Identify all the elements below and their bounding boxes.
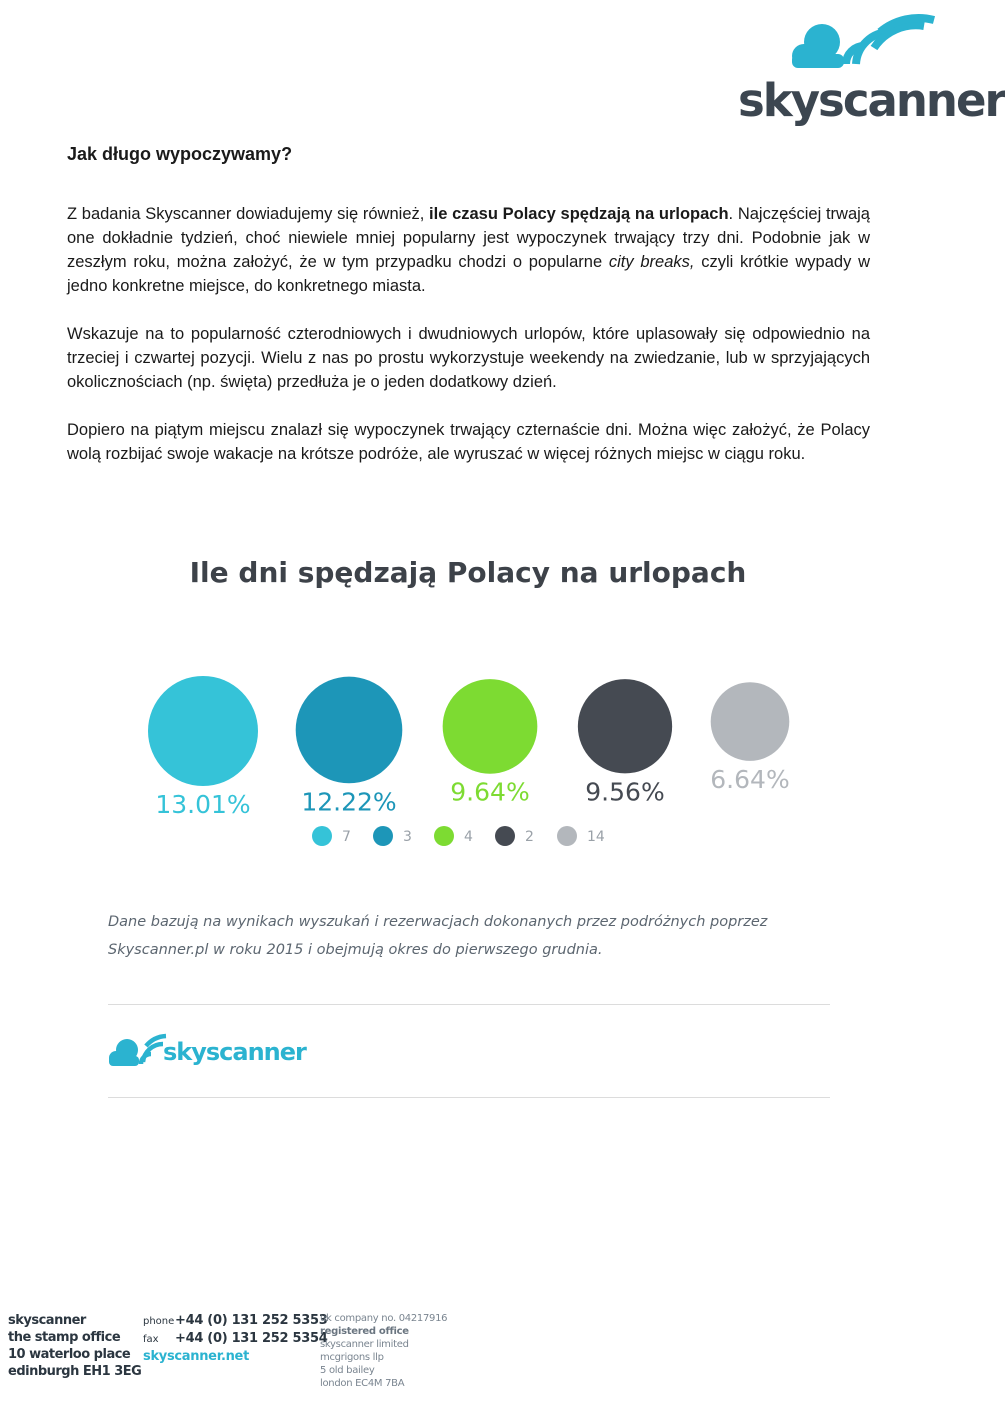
cloud-sunrise-icon [108, 1026, 168, 1070]
article-title: Jak długo wypoczywamy? [67, 144, 293, 164]
legend-swatch [434, 826, 454, 846]
footer-registered [320, 1312, 447, 1390]
chart-title: Ile dni spędzają Polacy na urlopach [189, 556, 747, 589]
p1-text-c: . Najczęściej trwają one dokładnie tydzień, choć niewiele mniej popularny jest wypoczynek trwający trzy dni. Podobnie jak w zeszłym roku, można założyć, że w tym przypadku chodzi o popularne [67, 205, 870, 271]
legend-swatch [312, 826, 332, 846]
skyscanner-logo-small [108, 1026, 308, 1070]
fax-number: +44 (0) 131 252 5354 [175, 1331, 328, 1346]
legend-swatch [373, 826, 393, 846]
website-link[interactable]: skyscanner.net [143, 1349, 249, 1364]
divider [108, 1097, 830, 1098]
p1-text-a: Z badania Skyscanner dowiadujemy się również, [67, 205, 430, 223]
registered-office-label: registered office [320, 1326, 409, 1337]
paragraph-2: Wskazuje na to popularność czterodniowych i dwudniowych urlopów, które uplasowały się odpowiednio na trzeciej i czwartej pozycji. Wielu z nas po prostu wykorzystuje weekendy na zwiedzanie, lub w sprzyjających okolicznościach (np. święta) przedłuża je o jeden dodatkowy dzień. [67, 325, 870, 391]
legend-swatch [495, 826, 515, 846]
legend-label: 7 [342, 829, 351, 845]
logo-wordmark-small: skyscanner [163, 1038, 306, 1066]
divider [108, 1004, 830, 1005]
bubble-7-days [148, 676, 258, 786]
bubble-chart [0, 600, 960, 860]
skyscanner-logo [738, 6, 1005, 127]
cloud-sunrise-icon [784, 6, 944, 76]
bubble-4-days [443, 679, 538, 774]
phone-number: +44 (0) 131 252 5353 [175, 1313, 328, 1328]
legend-label: 4 [464, 829, 473, 845]
fax-label: fax [143, 1334, 159, 1345]
address-line: 10 waterloo place [8, 1347, 131, 1362]
address-line: skyscanner [8, 1313, 86, 1328]
bubble-2-days [578, 679, 672, 773]
bubble-value-label: 12.22% [301, 787, 397, 817]
p1-bold: ile czasu Polacy spędzają na urlopach [429, 205, 729, 223]
bubble-3-days [296, 677, 403, 784]
p1-text-e: czyli krótkie wypady w jedno konkretne miejsce, do konkretnego miasta. [67, 253, 870, 295]
legend-label: 3 [403, 829, 412, 845]
logo-wordmark: skyscanner [738, 74, 1005, 127]
bubble-value-label: 9.64% [450, 777, 530, 807]
legend-swatch [557, 826, 577, 846]
phone-label: phone [143, 1316, 175, 1327]
p1-italic: city breaks, [608, 253, 695, 271]
bubble-value-label: 6.64% [710, 764, 790, 794]
address-line: the stamp office [8, 1330, 121, 1345]
article [67, 142, 870, 490]
registered-line: 5 old bailey [320, 1365, 375, 1376]
paragraph-1 [67, 202, 870, 298]
data-source-note: Dane bazują na wynikach wyszukań i rezerwacjach dokonanych przez podróżnych poprzez Skyscanner.pl w roku 2015 i obejmują okres do pierwszego grudnia. [108, 914, 768, 958]
address-line: edinburgh EH1 3EG [8, 1364, 142, 1379]
registered-line: mcgrigons llp [320, 1352, 384, 1363]
paragraph-3: Dopiero na piątym miejscu znalazł się wypoczynek trwający czternaście dni. Można więc założyć, że Polacy wolą rozbijać swoje wakacje na krótsze podróże, ale wyruszać w więcej różnych miejsc w ciągu roku. [67, 421, 870, 463]
legend-label: 2 [525, 829, 534, 845]
bubble-value-label: 9.56% [585, 777, 665, 807]
registered-line: london EC4M 7BA [320, 1378, 405, 1389]
company-number: uk company no. 04217916 [320, 1313, 448, 1324]
footer-contact [143, 1312, 327, 1365]
footer-address [8, 1312, 141, 1380]
bubble-value-label: 13.01% [155, 790, 251, 819]
bubble-14-days [711, 682, 790, 761]
legend-label: 14 [587, 829, 605, 845]
registered-line: skyscanner limited [320, 1339, 409, 1350]
